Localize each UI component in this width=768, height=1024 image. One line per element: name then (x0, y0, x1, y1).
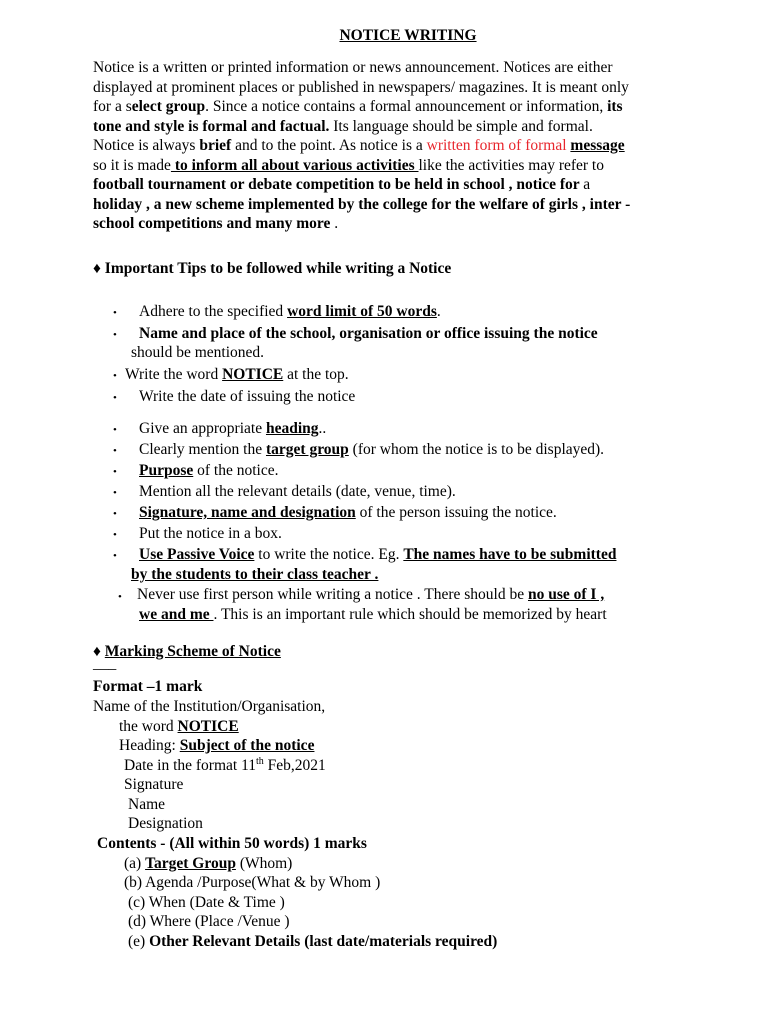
intro-line: holiday , a new scheme implemented by the college for the welfare of girls , inter - (93, 195, 631, 213)
contents-item (124, 854, 292, 874)
text-bold-underline: Use Passive Voice (139, 546, 255, 563)
bullet-icon: • (113, 445, 117, 457)
text: of the person issuing the notice. (355, 504, 557, 521)
format-item (119, 717, 239, 737)
text-bold: school competitions and many more (93, 215, 331, 232)
text: . Since a notice contains a formal announcement or information, (205, 98, 608, 115)
text-bold-underline: NOTICE (222, 366, 284, 383)
intro-line (93, 136, 733, 156)
list-item: Name and place of the school, organisation or office issuing the notice (139, 325, 598, 342)
text: (e) (128, 933, 150, 950)
text: Date in the format 11 (124, 757, 256, 774)
text: a (583, 176, 591, 193)
text: . (436, 303, 441, 320)
format-item: Name (128, 796, 166, 813)
text-bold-underline: we and me (139, 606, 214, 623)
text-bold-underline: heading (265, 420, 319, 437)
marking-heading-text: Marking Scheme of Notice (104, 643, 281, 660)
list-item (125, 365, 349, 385)
list-item: Write the date of issuing the notice (139, 388, 356, 405)
text: like the activities may refer to (418, 156, 604, 174)
intro-line (93, 97, 733, 117)
bullet-icon: • (113, 424, 117, 436)
format-item: Name of the Institution/Organisation, (93, 698, 326, 715)
text-bold-underline: Purpose (139, 462, 194, 479)
text-bold-underline: no use of I , (527, 586, 605, 603)
text: to write the notice. Eg. (254, 546, 404, 563)
format-item (124, 756, 326, 776)
list-item: Mention all the relevant details (date, venue, time). (139, 483, 456, 500)
bullet-icon: • (113, 529, 117, 541)
text-bold-underline: Subject of the notice (179, 737, 315, 754)
diamond-icon: ♦ (93, 643, 101, 660)
underline-dash: ___ (93, 655, 117, 672)
marking-heading (93, 642, 281, 662)
diamond-icon: ♦ (93, 260, 101, 277)
list-item: Put the notice in a box. (139, 525, 282, 542)
text: (for whom the notice is to be displayed). (348, 441, 605, 458)
text: (a) (124, 855, 146, 872)
text-bold-underline: by the students to their class teacher . (131, 566, 379, 583)
text: for a s (93, 98, 132, 115)
list-item (137, 585, 604, 605)
contents-item: (b) Agenda /Purpose(What & by Whom ) (124, 874, 381, 891)
format-item: Signature (124, 776, 184, 793)
text: so it is made (93, 156, 171, 174)
list-item-continuation (131, 565, 378, 585)
page-title: NOTICE WRITING (339, 27, 477, 44)
text: Feb,2021 (263, 757, 326, 774)
superscript: th (256, 755, 264, 767)
format-item: Designation (128, 815, 203, 832)
intro-line: Notice is a written or printed information or news announcement. Notices are either (93, 59, 613, 76)
bullet-icon: • (113, 508, 117, 520)
text-bold: tone and style is formal and factual. (93, 117, 330, 135)
intro-line (93, 156, 733, 176)
contents-item: (c) When (Date & Time ) (128, 894, 285, 911)
intro-line (93, 214, 733, 234)
text: Clearly mention the (139, 441, 266, 458)
text-bold-underline: Signature, name and designation (139, 504, 356, 521)
text-bold: brief (199, 137, 232, 154)
list-item-continuation: should be mentioned. (131, 344, 265, 361)
text: the word (119, 718, 178, 735)
contents-heading: Contents - (All within 50 words) 1 marks (97, 835, 367, 852)
bullet-icon: • (113, 370, 117, 382)
text: . (330, 215, 339, 232)
bullet-icon: • (118, 591, 122, 603)
text: Heading: (119, 737, 180, 754)
bullet-icon: • (113, 307, 117, 319)
bullet-icon: • (113, 487, 117, 499)
intro-paragraph (93, 58, 733, 234)
text-bold-underline: target group (265, 441, 349, 458)
bullet-icon: • (113, 466, 117, 478)
list-item-continuation (139, 605, 607, 625)
text-bold-underline: to inform all about various activities (170, 156, 419, 174)
list-item (139, 503, 557, 523)
list-item (139, 419, 326, 439)
text: .. (318, 420, 327, 437)
text-bold-underline: The names have to be submitted (403, 546, 617, 563)
text-bold-underline: NOTICE (177, 718, 239, 735)
text: Notice is always (93, 137, 200, 154)
tips-heading (93, 259, 451, 279)
list-item (139, 440, 604, 460)
intro-line: displayed at prominent places or published in newspapers/ magazines. It is meant only (93, 78, 629, 96)
text-bold-underline: word limit of 50 words (287, 303, 437, 320)
text-bold: elect group (131, 98, 206, 115)
list-item (139, 302, 441, 322)
text: Write the word (125, 366, 223, 383)
contents-item (128, 932, 497, 952)
text: and to the point. As notice is a (231, 137, 427, 154)
text: Adhere to the specified (139, 303, 288, 320)
text-bold-underline: message (570, 137, 625, 154)
format-item (119, 736, 314, 756)
intro-line (93, 175, 733, 195)
intro-line (93, 117, 733, 137)
text-bold: its (607, 98, 623, 115)
format-heading: Format –1 mark (93, 678, 203, 695)
text: . This is an important rule which should be memorized by heart (213, 606, 607, 623)
text: at the top. (283, 366, 349, 383)
text-bold: football tournament or debate competition to be held in school , notice for (93, 176, 584, 193)
bullet-icon: • (113, 329, 117, 341)
contents-item: (d) Where (Place /Venue ) (128, 913, 290, 930)
text: Never use first person while writing a notice . There should be (137, 586, 528, 603)
text: (Whom) (235, 855, 293, 872)
text: Give an appropriate (139, 420, 266, 437)
text-red: written form of formal (426, 137, 567, 154)
bullet-icon: • (113, 392, 117, 404)
list-item (139, 545, 616, 565)
text: of the notice. (193, 462, 279, 479)
text-bold: Other Relevant Details (last date/materials required) (149, 933, 498, 950)
list-item (139, 461, 278, 481)
text-bold-underline: Target Group (145, 855, 236, 872)
bullet-icon: • (113, 550, 117, 562)
text: Its language should be simple and formal. (329, 117, 593, 135)
tips-heading-text: Important Tips to be followed while writing a Notice (104, 260, 452, 277)
